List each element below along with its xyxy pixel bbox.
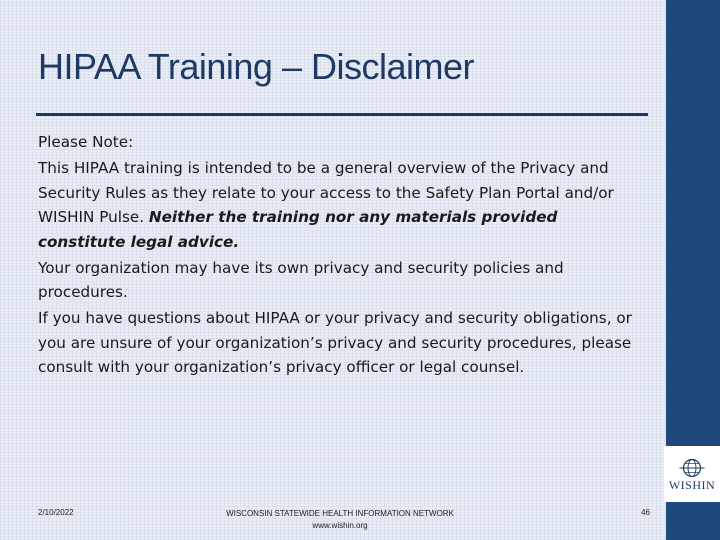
page-number: 46 (641, 508, 650, 517)
slide-title: HIPAA Training – Disclaimer (38, 46, 474, 87)
title-divider (36, 113, 648, 116)
paragraph-questions: If you have questions about HIPAA or your privacy and security obligations, or you are unsure of your organization’s privacy and security procedures, please consult with your organization’s privacy officer or legal counsel. (38, 309, 632, 376)
paragraph-overview (38, 156, 638, 254)
note-heading: Please Note: (38, 133, 134, 151)
footer-url: www.wishin.org (312, 521, 368, 530)
legal-advice-emphasis: Neither the training nor any materials provided constitute legal advice. (38, 208, 558, 251)
overview-text: This HIPAA training is intended to be a general overview of the Privacy and Security Rules as they relate to your access to the Safety Plan Portal and/or WISHIN Pulse. (38, 159, 614, 226)
paragraph-policies: Your organization may have its own privacy and security policies and procedures. (38, 258, 564, 301)
slide-body (38, 130, 638, 381)
footer-organization (200, 508, 480, 532)
logo-wordmark: WISHIN (668, 477, 716, 492)
footer-org-name: WISCONSIN STATEWIDE HEALTH INFORMATION NETWORK (226, 509, 454, 518)
wishin-logo (664, 446, 720, 502)
globe-icon (679, 458, 705, 478)
footer-date: 2/10/2022 (38, 508, 74, 517)
